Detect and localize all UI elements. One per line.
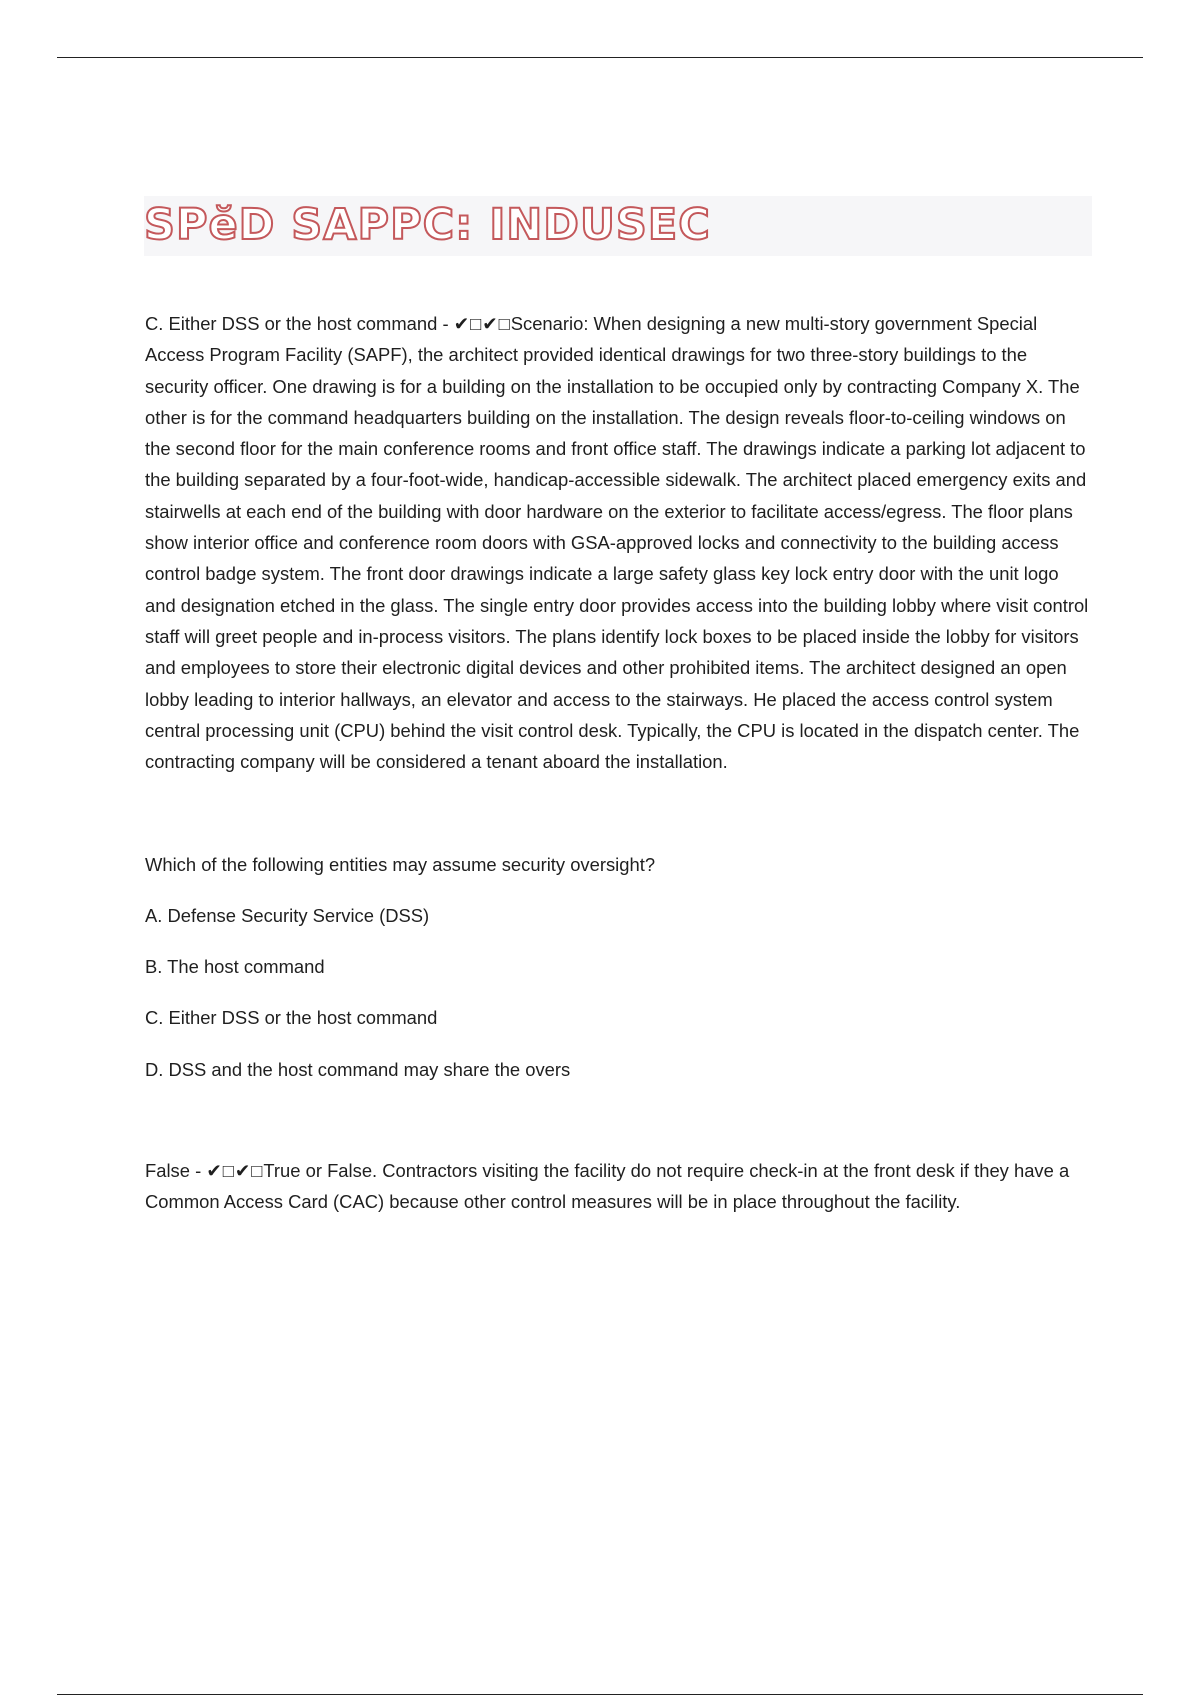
checkmark-icon: ✔□✔□ [206,1159,264,1181]
question-1-answer: C. Either DSS or the host command [145,313,438,334]
document-body [145,308,1090,1218]
checkmark-icon: ✔□✔□ [453,313,511,334]
option-b: B. The host command [145,956,325,978]
footer-rule [57,1694,1143,1695]
option-c: C. Either DSS or the host command [145,1007,438,1029]
question-2-text: True or False. Contractors visiting the facility do not require check-in at the front desk if they have a Common Access Card (CAC) because other control measures will be in place throughout the facility. [145,1159,1070,1213]
header-rule [57,57,1143,58]
question-1-prompt: Which of the following entities may assume security oversight? [145,854,656,876]
scenario-text: Scenario: When designing a new multi-story government Special Access Program Facility (SAPF), the architect provided identical drawings for two three-story buildings to the security officer. One drawing is for a building on the installation to be occupied only by contracting Company X. The other is for the command headquarters building on the installation. The design reveals floor-to-ceiling windows on the second floor for the main conference rooms and front office staff. The drawings indicate a parking lot adjacent to the building separated by a four-foot-wide, handicap-accessible sidewalk. The architect placed emergency exits and stairwells at each end of the building with door hardware on the exterior to facilitate access/egress. The floor plans show interior office and conference room doors with GSA-approved locks and connectivity to the building access control badge system. The front door drawings indicate a large safety glass key lock entry door with the unit logo and designation etched in the glass. The single entry door provides access into the building lobby where visit control staff will greet people and in-process visitors. The plans identify lock boxes to be placed inside the lobby for visitors and employees to store their electronic digital devices and other prohibited items. The architect designed an open lobby leading to interior hallways, an elevator and access to the stairways. He placed the access control system central processing unit (CPU) behind the visit control desk. Typically, the CPU is located in the dispatch center. The contracting company will be considered a tenant aboard the installation. [145,313,1089,773]
title-banner [144,196,1092,256]
answer-separator: - [437,313,454,334]
document-title: SPĕD SAPPC: INDUSEC [144,200,711,250]
answer-separator: - [189,1159,207,1181]
question-2 [145,1155,1090,1218]
option-a: A. Defense Security Service (DSS) [145,904,430,926]
question-1-scenario [145,308,1090,777]
option-d: D. DSS and the host command may share the overs [145,1058,571,1080]
question-2-answer: False [145,1159,190,1181]
